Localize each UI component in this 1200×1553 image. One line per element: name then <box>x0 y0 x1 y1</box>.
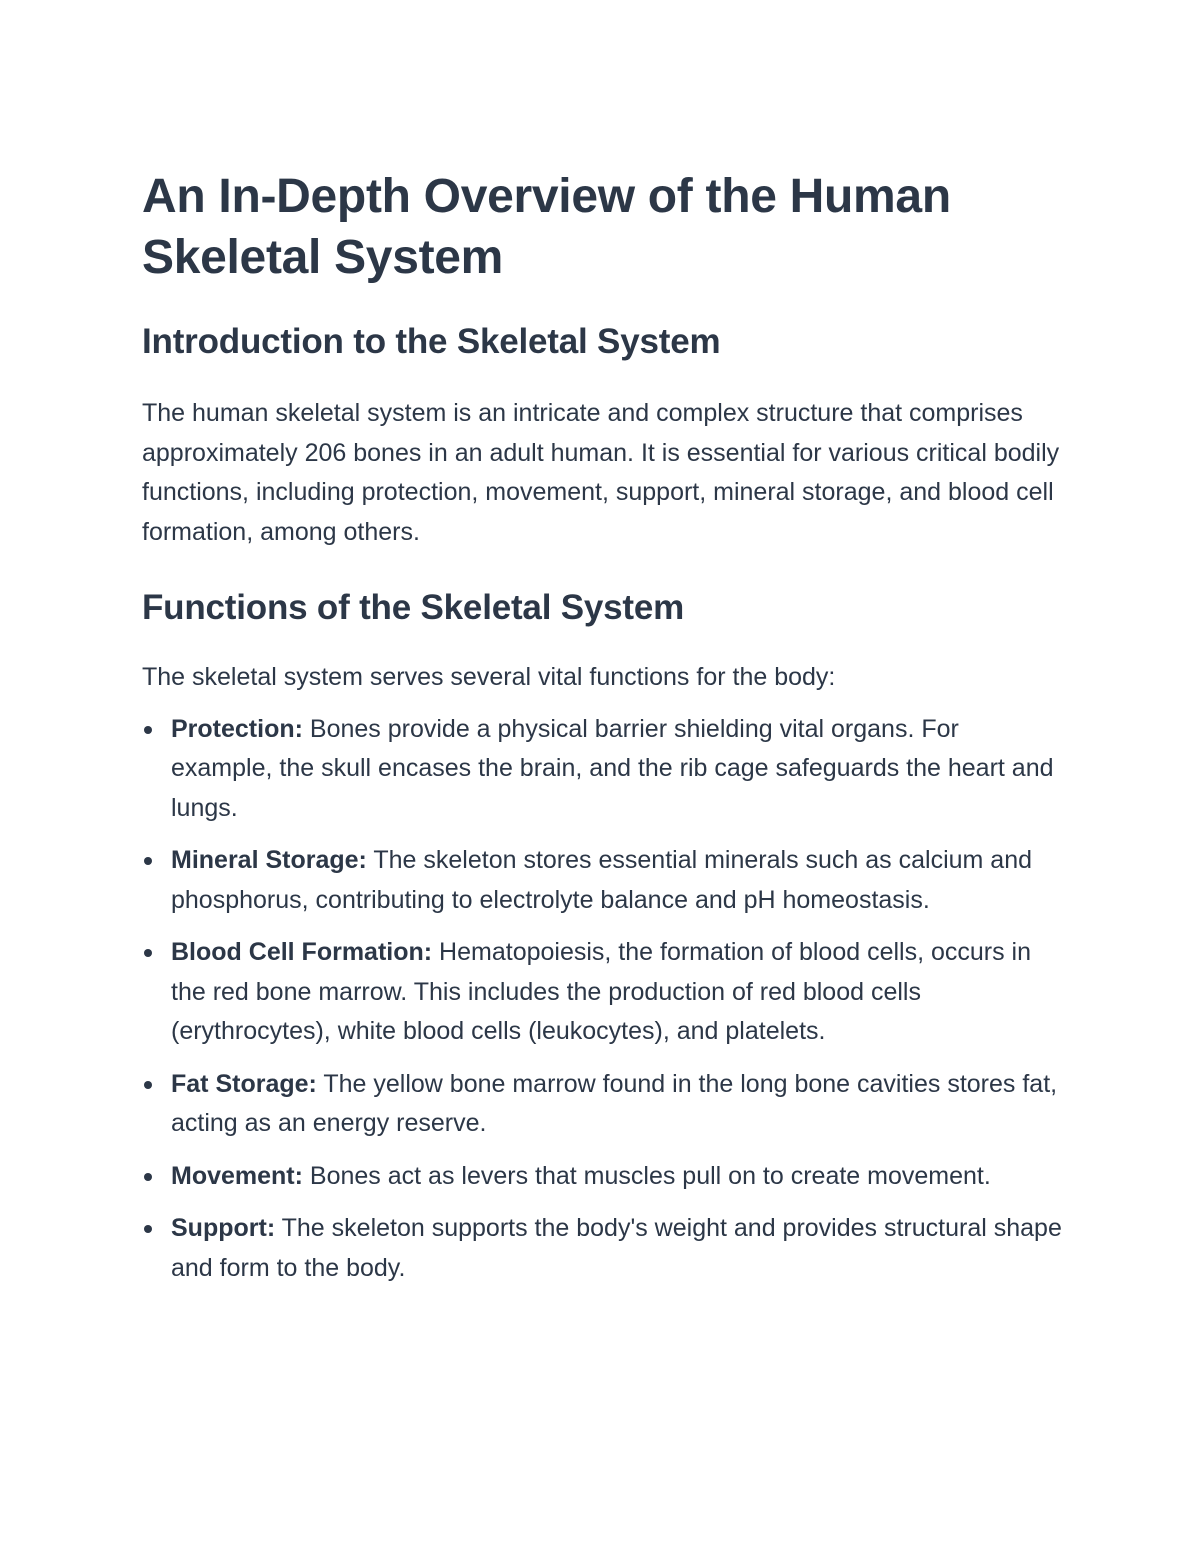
list-item-fat-storage <box>142 1065 1062 1144</box>
list-item-text: The yellow bone marrow found in the long bone cavities stores fat, acting as an energy reserve. <box>171 1069 1058 1137</box>
list-item-term: Support: <box>171 1214 276 1242</box>
bullet-icon <box>144 1173 152 1181</box>
list-item-movement <box>142 1157 1062 1197</box>
list-item-protection <box>142 710 1062 829</box>
list-item-text: Bones act as levers that muscles pull on to create movement. <box>302 1161 991 1190</box>
intro-heading: Introduction to the Skeletal System <box>142 322 721 361</box>
list-item-term: Protection: <box>171 714 303 743</box>
bullet-icon <box>144 1225 152 1233</box>
list-item-blood-cell-formation <box>142 933 1062 1052</box>
functions-lead: The skeletal system serves several vital functions for the body: <box>142 663 836 691</box>
list-item-term: Movement: <box>171 1161 303 1190</box>
bullet-icon <box>144 949 152 957</box>
list-item-text: Hematopoiesis, the formation of blood cells, occurs in the red bone marrow. This includes the production of red blood cells (erythrocytes), white blood cells (leukocytes), and platelets. <box>171 938 1032 1045</box>
list-item-text: Bones provide a physical barrier shielding vital organs. For example, the skull encases the brain, and the rib cage safeguards the heart and lungs. <box>171 714 1054 822</box>
list-item-term: Mineral Storage: <box>171 846 367 874</box>
functions-heading: Functions of the Skeletal System <box>142 588 685 627</box>
list-item-term: Blood Cell Formation: <box>171 938 433 966</box>
list-item-mineral-storage <box>142 841 1062 920</box>
bullet-icon <box>144 726 152 734</box>
document-page <box>142 166 1062 1301</box>
bullet-icon <box>144 1081 152 1089</box>
list-item-support <box>142 1209 1062 1288</box>
list-item-text: The skeleton supports the body's weight and provides structural shape and form to the body. <box>171 1214 1062 1282</box>
functions-list <box>142 710 1062 1289</box>
list-item-text: The skeleton stores essential minerals such as calcium and phosphorus, contributing to electrolyte balance and pH homeostasis. <box>171 846 1033 914</box>
bullet-icon <box>144 857 152 865</box>
intro-paragraph: The human skeletal system is an intricate and complex structure that comprises approximately 206 bones in an adult human. It is essential for various critical bodily functions, including protection, movement, support, mineral storage, and blood cell formation, among others. <box>142 399 1060 546</box>
page-title: An In-Depth Overview of the Human Skeletal System <box>142 170 951 284</box>
list-item-term: Fat Storage: <box>171 1069 317 1098</box>
